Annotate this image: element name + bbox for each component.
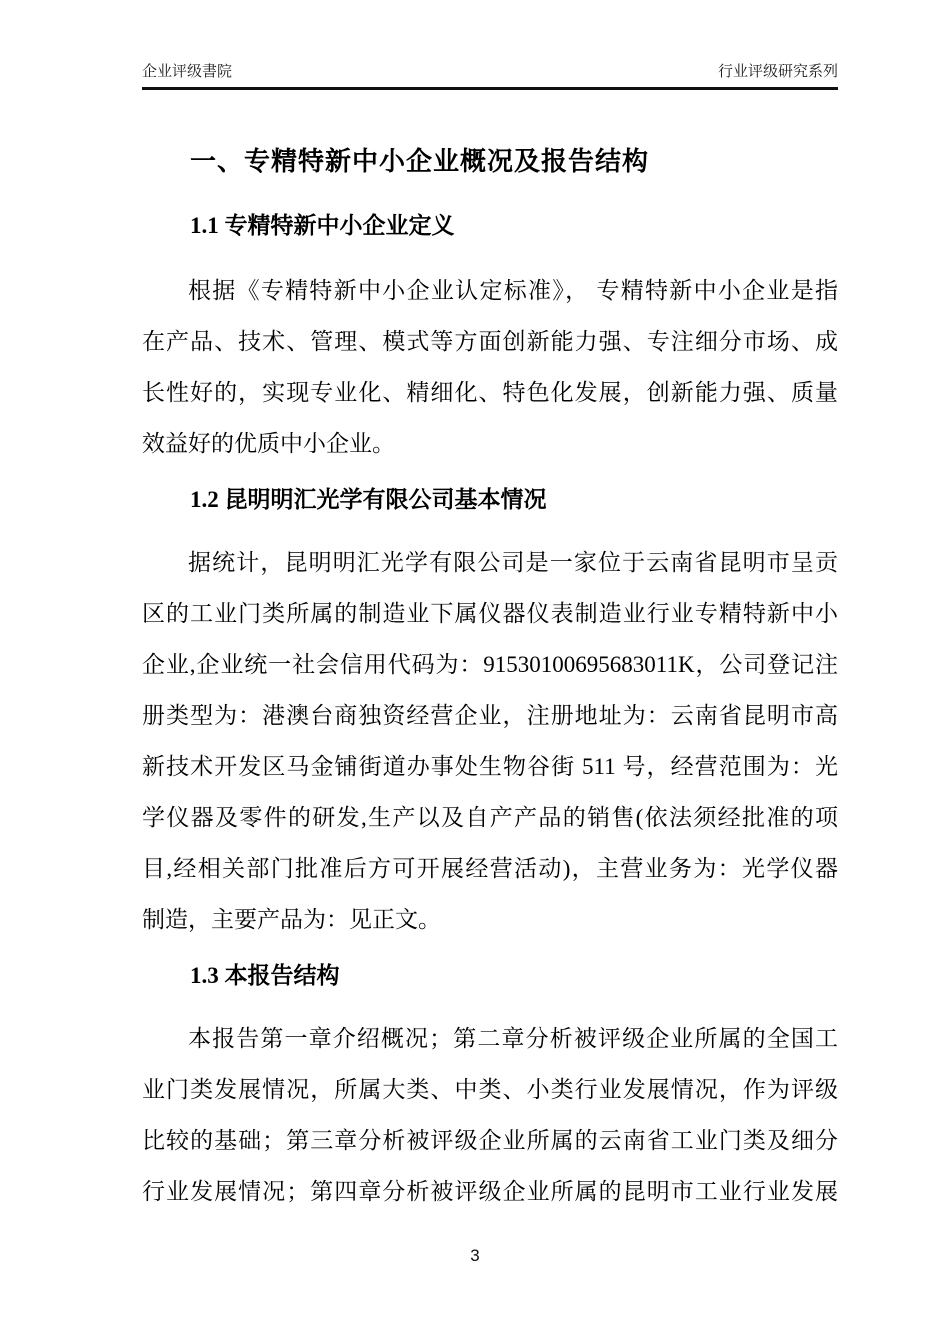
section-heading-1-1: 1.1 专精特新中小企业定义	[190, 213, 455, 238]
paragraph-line: 目,经相关部门批准后方可开展经营活动)，主营业务为：光学仪器	[142, 856, 838, 881]
paragraph-line: 新技术开发区马金铺街道办事处生物谷街 511 号，经营范围为：光	[142, 754, 838, 779]
paragraph-line: 根据《专精特新中小企业认定标准》， 专精特新中小企业是指	[188, 278, 838, 303]
paragraph-line: 本报告第一章介绍概况；第二章分析被评级企业所属的全国工	[188, 1026, 838, 1051]
page-header	[142, 0, 838, 90]
paragraph-line: 行业发展情况；第四章分析被评级企业所属的昆明市工业行业发展	[142, 1179, 838, 1204]
paragraph-line: 业门类发展情况，所属大类、中类、小类行业发展情况，作为评级	[142, 1077, 838, 1102]
paragraph-line: 在产品、技术、管理、模式等方面创新能力强、专注细分市场、成	[142, 329, 838, 354]
paragraph-line: 据统计，昆明明汇光学有限公司是一家位于云南省昆明市呈贡	[188, 550, 838, 575]
paragraph-line: 长性好的，实现专业化、精细化、特色化发展，创新能力强、质量	[142, 380, 838, 405]
paragraph-1	[142, 265, 838, 469]
paragraph-line: 区的工业门类所属的制造业下属仪器仪表制造业行业专精特新中小	[142, 601, 838, 626]
paragraph-line: 效益好的优质中小企业。	[142, 431, 395, 456]
paragraph-line: 学仪器及零件的研发,生产以及自产产品的销售(依法须经批准的项	[142, 805, 838, 830]
section-heading-1-3: 1.3 本报告结构	[190, 963, 340, 988]
paragraph-line: 比较的基础；第三章分析被评级企业所属的云南省工业门类及细分	[142, 1128, 838, 1153]
paragraph-3	[142, 1013, 838, 1217]
paragraph-line: 企业,企业统一社会信用代码为：91530100695683011K，公司登记注	[142, 652, 838, 677]
document-title: 一、专精特新中小企业概况及报告结构	[190, 147, 650, 176]
paragraph-2	[142, 537, 838, 945]
header-left-text: 企业评级書院	[142, 63, 233, 80]
paragraph-line: 制造，主要产品为：见正文。	[142, 907, 441, 932]
section-heading-1-2: 1.2 昆明明汇光学有限公司基本情况	[190, 487, 547, 512]
page-number: 3	[470, 1246, 480, 1265]
header-right-text: 行业评级研究系列	[717, 63, 838, 80]
paragraph-line: 册类型为：港澳台商独资经营企业，注册地址为：云南省昆明市高	[142, 703, 838, 728]
